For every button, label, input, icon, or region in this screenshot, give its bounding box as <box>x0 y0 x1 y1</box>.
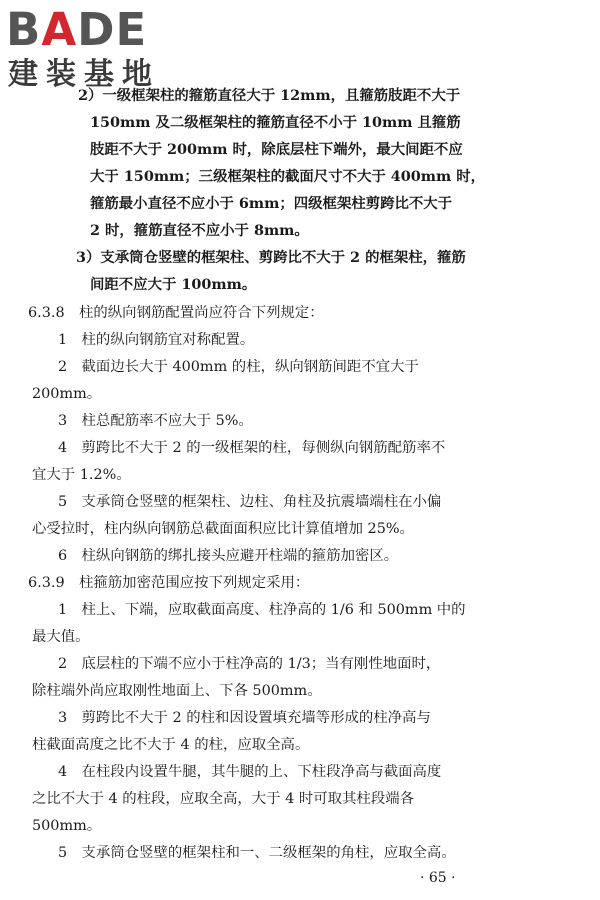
text-line: 150mm 及二级框架柱的箍筋直径不小于 10mm 且箍筋 <box>90 114 461 131</box>
text-line: 1 柱上、下端，应取截面高度、柱净高的 1/6 和 500mm 中的 <box>58 602 466 618</box>
logo-chinese-name: 建装基地 <box>8 57 160 92</box>
logo-wordmark: BADE <box>6 3 148 56</box>
text-line: 2）一级框架柱的箍筋直径大于 12mm，且箍筋肢距不大于 <box>78 87 461 104</box>
text-line: 间距不应大于 100mm。 <box>90 276 257 293</box>
text-line: 柱截面高度之比不大于 4 的柱，应取全高。 <box>32 737 310 753</box>
section-heading-6-3-8: 6.3.8 柱的纵向钢筋配置尚应符合下列规定： <box>28 305 324 321</box>
text-line: 3 柱总配筋率不应大于 5%。 <box>58 413 253 429</box>
text-line: 4 在柱段内设置牛腿，其牛腿的上、下柱段净高与截面高度 <box>58 764 442 780</box>
section-heading-6-3-9: 6.3.9 柱箍筋加密范围应按下列规定采用： <box>28 575 310 591</box>
text-line: 4 剪跨比不大于 2 的一级框架的柱，每侧纵向钢筋配筋率不 <box>58 440 446 456</box>
text-line: 心受拉时，柱内纵向钢筋总截面面积应比计算值增加 25%。 <box>32 521 414 537</box>
text-line: 5 支承筒仓竖壁的框架柱和一、二级框架的角柱，应取全高。 <box>58 845 456 861</box>
text-line: 宜大于 1.2%。 <box>32 467 131 483</box>
text-line: 之比不大于 4 的柱段，应取全高，大于 4 时可取其柱段端各 <box>32 791 414 807</box>
text-line: 500mm。 <box>32 818 102 834</box>
text-line: 1 柱的纵向钢筋宜对称配置。 <box>58 332 255 348</box>
text-line: 除柱端外尚应取刚性地面上、下各 500mm。 <box>32 683 322 699</box>
text-line: 3 剪跨比不大于 2 的柱和因设置填充墙等形成的柱净高与 <box>58 710 431 726</box>
text-line: 200mm。 <box>32 386 102 402</box>
text-line: 箍筋最小直径不应小于 6mm；四级框架柱剪跨比不大于 <box>90 195 453 212</box>
text-line: 2 时，箍筋直径不应小于 8mm。 <box>90 222 309 239</box>
text-line: 肢距不大于 200mm 时，除底层柱下端外，最大间距不应 <box>90 141 463 158</box>
text-line: 2 截面边长大于 400mm 的柱，纵向钢筋间距不宜大于 <box>58 359 419 375</box>
text-line: 2 底层柱的下端不应小于柱净高的 1/3；当有刚性地面时， <box>58 656 441 672</box>
text-line: 6 柱纵向钢筋的绑扎接头应避开柱端的箍筋加密区。 <box>58 548 399 564</box>
page-number: · 65 · <box>420 870 456 886</box>
text-line: 大于 150mm；三级框架柱的截面尺寸不大于 400mm 时， <box>90 168 486 185</box>
text-line: 5 支承筒仓竖壁的框架柱、边柱、角柱及抗震墙端柱在小偏 <box>58 494 442 510</box>
text-line: 3）支承筒仓竖壁的框架柱、剪跨比不大于 2 的框架柱，箍筋 <box>76 249 466 266</box>
bade-logo <box>6 4 176 94</box>
text-line: 最大值。 <box>32 629 90 645</box>
